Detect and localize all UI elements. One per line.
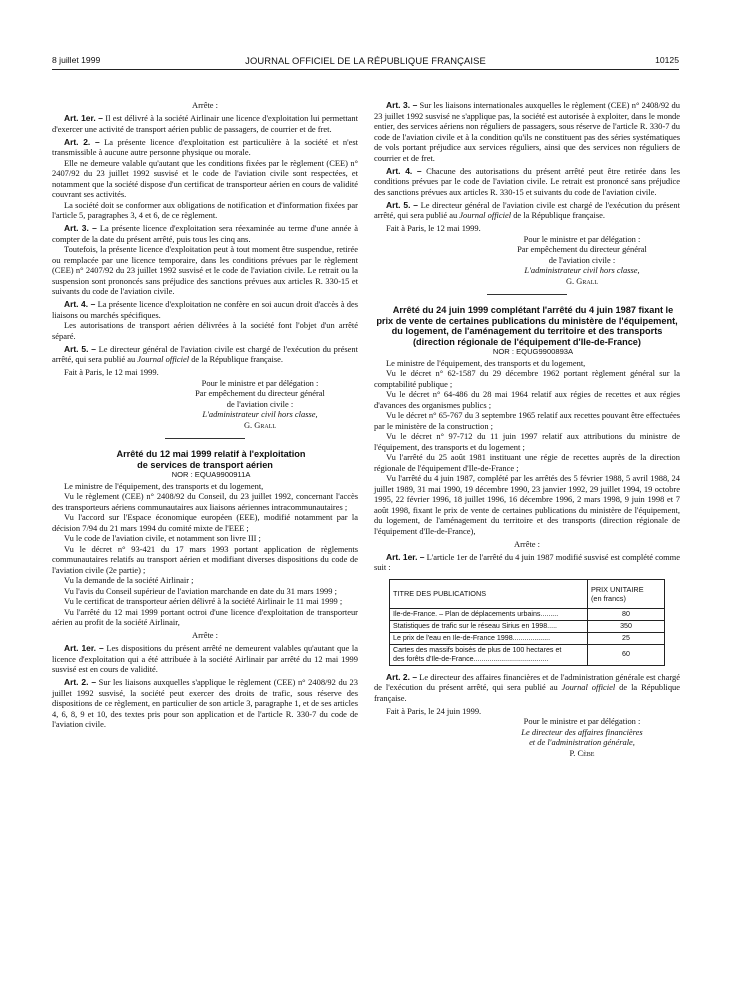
page-number: 10125 (655, 55, 679, 65)
article-3: Art. 3. – Sur les liaisons internationales auxquelles le règlement (CEE) n° 2408/92 du 23 juillet 1992 susvisé ne s'applique pas, la société est autorisée à exploiter, dans le monde entier, des services aériens non réguliers de passagers, sous réserve de l'article R. 330-7 du code de l'aviation civile et à la condition qu'ils ne constituent pas des séries systématiques de vols portant préjudice aux services réguliers, ainsi que des services non réguliers de courrier et de fret. (374, 100, 680, 163)
article-4: Art. 4. – Chacune des autorisations du présent arrêté peut être retirée dans les conditions prévues par le code de l'aviation civile. Le retrait est prononcé sans préjudice des sanctions prévues aux articles R. 330-15 et suivants du code de l'aviation civile. (374, 165, 680, 197)
article-5: Art. 5. – Le directeur général de l'aviation civile est chargé de l'exécution du présent arrêté, qui sera publié au Journal officiel de la République française. (374, 199, 680, 220)
table-row: Le prix de l'eau en Ile-de-France 1998................... 25 (390, 632, 665, 644)
paragraph: Vu le décret n° 64-486 du 28 mai 1964 relatif aux régies de recettes et aux régies d'avances des organismes publics ; (374, 389, 680, 410)
paragraph: Vu le règlement (CEE) n° 2408/92 du Conseil, du 23 juillet 1992, concernant l'accès des transporteurs aériens communautaires aux liaisons aériennes intracommunautaires ; (52, 491, 358, 512)
place-date: Fait à Paris, le 24 juin 1999. (386, 705, 482, 716)
paragraph: Le ministre de l'équipement, des transports et du logement, (386, 357, 586, 368)
paragraph: Vu le décret n° 65-767 du 3 septembre 1965 relatif aux recettes pouvant être effectuées par le ministère de la construction ; (374, 410, 680, 431)
price-table (389, 579, 665, 666)
arrete-heading: Arrête : (191, 630, 218, 641)
paragraph: Vu le décret n° 93-421 du 17 mars 1993 portant application de règlements communautaires relatifs au transport aérien et modifiant diverses dispositions du code de l'aviation civile (2e partie) ; (52, 543, 358, 575)
article-3: Art. 3. – La présente licence d'exploitation sera réexaminée au terme d'une année à compter de la date du présent arrêté, puis tous les cinq ans. (52, 223, 358, 244)
paragraph: Vu la demande de la société Airlinair ; (64, 575, 194, 586)
column-header-title: TITRE DES PUBLICATIONS (390, 579, 588, 608)
article-1: Art. 1er. – L'article 1er de l'arrêté du 4 juin 1987 modifié susvisé est complété comme suit : (374, 551, 680, 573)
article-5: Art. 5. – Le directeur général de l'aviation civile est chargé de l'exécution du présent arrêté, qui sera publié au Journal officiel de la République française. (52, 343, 358, 364)
separator (487, 294, 567, 295)
article-2: Art. 2. – Le directeur des affaires financières et de l'administration générale est chargé de l'exécution du présent arrêté, qui sera publié au Journal officiel de la République française. (374, 671, 681, 703)
signatory-name: P. Cèbe (569, 747, 595, 758)
left-column (52, 100, 358, 730)
page-header (52, 55, 679, 70)
paragraph: Le ministre de l'équipement, des transports et du logement, (64, 480, 264, 491)
column-header-price: PRIX UNITAIRE (en francs) (588, 579, 665, 608)
paragraph: Vu l'accord sur l'Espace économique européen (EEE), modifié notamment par la décision 7/94 du 21 mars 1994 du comité mixte de l'EEE ; (52, 512, 358, 533)
signatory-name: G. Grall (565, 275, 599, 286)
nor-reference: NOR : EQUG9900893A (492, 347, 574, 357)
table-header-row (390, 579, 665, 608)
paragraph: Toutefois, la présente licence d'exploitation peut à tout moment être suspendue, retirée ou remplacée par une licence temporaire, dans les conditions prévues par le règlement (CEE) n° 2407/92 du 23 juillet 1992 susvisé et le code de l'aviation civile. Le retrait ou la suspension sont prononcés sans préjudice des sanctions prévues aux articles R. 330-15 et suivants du code de l'aviation civile. (52, 244, 358, 296)
paragraph: Elle ne demeure valable qu'autant que les conditions fixées par le règlement (CEE) n° 2407/92 du 23 juillet 1992 susvisé et le code de l'aviation civile sont respectées, et notamment que la société dispose d'un certificat de transporteur aérien en cours de validité couvrant ses activités. (52, 157, 358, 199)
paragraph: Vu l'arrêté du 12 mai 1999 portant octroi d'une licence d'exploitation de transporteur aérien au profit de la société Airlinair, (52, 606, 358, 628)
signatory-name: G. Grall (243, 419, 277, 430)
paragraph: Vu le décret n° 62-1587 du 29 décembre 1962 portant règlement général sur la comptabilité publique ; (374, 368, 680, 389)
table-row: Statistiques de trafic sur le réseau Sirius en 1998..... 350 (390, 620, 665, 632)
article-2: Art. 2. – La présente licence d'exploitation est particulière à la société et n'est transmissible à aucune autre personne physique ou morale. (52, 136, 359, 157)
article-1: Art. 1er. – Il est délivré à la société Airlinair une licence d'exploitation lui permettant d'exercer une activité de transport aérien public de passagers, de courrier et de fret. (52, 113, 358, 134)
arrete-heading: Arrête : (191, 100, 218, 110)
place-date: Fait à Paris, le 12 mai 1999. (386, 223, 481, 233)
journal-title: JOURNAL OFFICIEL DE LA RÉPUBLIQUE FRANÇAISE (245, 55, 486, 66)
paragraph: Vu le certificat de transporteur aérien délivré à la société Airlinair le 11 mai 1999 ; (64, 596, 343, 607)
paragraph: Vu le décret n° 97-712 du 11 juin 1997 relatif aux attributions du ministre de l'équipement, des transports et du logement ; (374, 431, 680, 452)
article-2: Art. 2. – Sur les liaisons auxquelles s'applique le règlement (CEE) n° 2408/92 du 23 juillet 1992 susvisé, la société peut exercer des droits de trafic, sous réserve des dispositions de ce règlement, en particulier de son article 3, paragraphe 1, et de ses articles 4, 6, 8, 9 et 10, des textes pris pour son application et de l'article R. 330-7 du code de l'aviation civile. (52, 677, 358, 730)
paragraph: Vu l'arrêté du 25 août 1981 instituant une régie de recettes auprès de la direction régionale de l'équipement d'Ile-de-France ; (374, 452, 680, 473)
signature-block: Pour le ministre et par délégation : Par empêchement du directeur général de l'aviation civile : L'administrateur civil hors classe, G. Grall (162, 378, 358, 431)
issue-date: 8 juillet 1999 (52, 55, 101, 65)
table-row: Ile-de-France. – Plan de déplacements urbains......... 80 (390, 608, 665, 620)
decree-title: Arrêté du 24 juin 1999 complétant l'arrêté du 4 juin 1987 fixant le prix de vente de certaines publications du ministère de l'équipement, du logement, de l'aménagement du territoire et des transports (direction régionale de l'équipement d'Ile-de-France) (376, 305, 678, 347)
article-4: Art. 4. – La présente licence d'exploitation ne confère en soi aucun droit d'accès à des liaisons ou marchés spécifiques. (52, 299, 358, 320)
signature-block: Pour le ministre et par délégation : Le directeur des affaires financières et de l'administration générale, P. Cèbe (484, 716, 680, 758)
paragraph: Vu l'arrêté du 4 juin 1987, complété par les arrêtés des 5 février 1988, 5 avril 1988, 24 juillet 1989, 31 mai 1990, 19 décembre 1990, 23 janvier 1992, 29 juillet 1994, 19 octobre 1995, 22 février 1996, 18 juillet 1996, 16 décembre 1996, 2 mars 1998, 9 juin 1998 et 7 août 1998, fixant le prix de vente de certaines publications du ministère de l'équipement, du logement, de l'aménagement du territoire et des transports (direction régionale de l'équipement d'Ile-de-France), (374, 473, 680, 536)
paragraph: Vu le code de l'aviation civile, et notamment son livre III ; (64, 533, 261, 544)
separator (165, 438, 245, 439)
decree-title: Arrêté du 12 mai 1999 relatif à l'exploitation de services de transport aérien (116, 449, 306, 470)
right-column (374, 100, 680, 758)
nor-reference: NOR : EQUA9900911A (171, 470, 251, 480)
paragraph: Vu l'avis du Conseil supérieur de l'aviation marchande en date du 31 mars 1999 ; (64, 585, 337, 596)
paragraph: Les autorisations de transport aérien délivrées à la société font l'objet d'un arrêté séparé. (52, 320, 358, 341)
arrete-heading: Arrête : (513, 538, 540, 549)
signature-block: Pour le ministre et par délégation : Par empêchement du directeur général de l'aviation civile : L'administrateur civil hors classe, G. Grall (484, 234, 680, 287)
article-1: Art. 1er. – Les dispositions du présent arrêté ne demeurent valables qu'autant que la licence d'exploitation qui a été attribuée à la société Airlinair par arrêté du 12 mai 1999 susvisé est en cours de validité. (52, 643, 358, 675)
paragraph: La société doit se conformer aux obligations de notification et d'information fixées par l'article 5, paragraphes 3, 4 et 6, de ce règlement. (52, 199, 358, 220)
table-row: Cartes des massifs boisés de plus de 100 hectares et des forêts d'Ile-de-France...................................... 60 (390, 644, 665, 665)
place-date: Fait à Paris, le 12 mai 1999. (64, 367, 159, 377)
